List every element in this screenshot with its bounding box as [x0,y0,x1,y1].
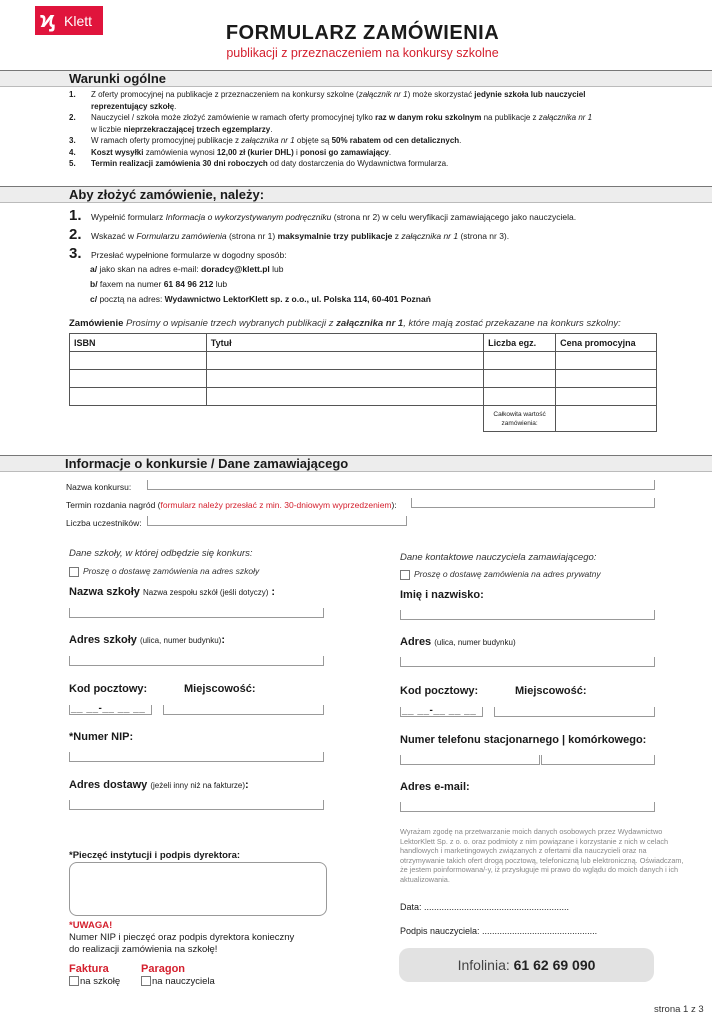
infolinia-box [399,948,654,982]
adres-dostawy-field[interactable] [69,800,324,810]
termin-label: Termin rozdania nagród (formularz należy przesłać z min. 30-dniowym wyprzedzeniem): [66,500,397,510]
adres-szkoly-field[interactable] [69,656,324,666]
step-3: 3. Przesłać wypełnione formularze w dogodny sposób: [69,245,287,262]
nauczyciel-intro: Dane kontaktowe nauczyciela zamawiającego: [400,552,597,563]
option-email: a/ jako skan na adres e-mail: doradcy@klett.pl lub [90,264,284,274]
adres-szkoly-label: Adres szkoły (ulica, numer budynku): [69,634,225,646]
table-header-row [70,334,657,352]
nauczyciel-delivery-checkbox[interactable] [400,570,410,580]
uwaga-title: *UWAGA! [69,920,113,931]
table-row[interactable] [70,370,657,388]
total-label: Całkowita wartość zamówienia: [484,406,556,432]
page-title: FORMULARZ ZAMÓWIENIA [225,22,500,44]
faktura-label: Faktura [69,963,109,975]
kod-nauczyciela-field[interactable]: __ __-__ __ __ [402,705,477,716]
pieczec-label: *Pieczęć instytucji i podpis dyrektora: [69,850,241,861]
nip-field[interactable] [69,752,324,762]
nazwa-szkoly-label: Nazwa szkoły Nazwa zespołu szkół (jeśli dotyczy) : [69,586,276,598]
page-number: strona 1 z 3 [654,1004,704,1015]
paragon-label: Paragon [141,963,186,975]
page-subtitle: publikacji z przeznaczeniem na konkursy szkolne [226,46,499,60]
table-row[interactable] [70,352,657,370]
szkola-delivery-option[interactable]: Proszę o dostawę zamówienia na adres szkoły [69,566,259,577]
szkola-intro: Dane szkoły, w której odbędzie się konkurs: [69,548,253,559]
szkola-delivery-checkbox[interactable] [69,567,79,577]
infolinia-label: Infolinia: [457,957,510,973]
step-2: 2. Wskazać w Formularzu zamówienia (strona nr 1) maksymalnie trzy publikacje z załącznika nr 1 (strona nr 3). [69,226,510,243]
kod-szkoly-label: Kod pocztowy: [69,683,148,695]
list-item: 1. Z oferty promocyjnej na publikacje z przeznaczeniem na konkursy szkolne (załącznik nr 1) może skorzystać jedynie szkoła lub nauczyciel reprezentujący szkołę. [69,90,586,111]
nip-label: *Numer NIP: [69,731,134,743]
table-row[interactable] [70,388,657,406]
adres-dostawy-label: Adres dostawy (jeżeli inny niż na fakturze): [69,779,249,791]
col-liczba: Liczba egz. [484,334,556,352]
option-post: c/ pocztą na adres: Wydawnictwo LektorKlett sp. z o.o., ul. Polska 114, 60-401 Poznań [90,294,431,304]
imie-nazwisko-field[interactable] [400,610,655,620]
stamp-signature-box[interactable] [69,862,327,916]
kod-szkoly-box[interactable] [69,705,152,715]
podpis-field[interactable]: Podpis nauczyciela: .............................................. [400,926,598,936]
section-heading-konkurs: Informacje o konkursie / Dane zamawiającego [0,455,712,472]
list-item: 5. Termin realizacji zamówienia 30 dni roboczych od daty dostarczenia do Wydawnictwa formularza. [69,159,449,168]
col-tytul: Tytuł [206,334,483,352]
infolinia-number: 61 62 69 090 [513,957,596,973]
col-isbn: ISBN [70,334,207,352]
kod-szkoly-field[interactable]: __ __-__ __ __ [71,703,146,714]
miejscowosc-szkoly-label: Miejscowość: [184,683,256,695]
telefon-label: Numer telefonu stacjonarnego | komórkowego: [400,734,647,746]
email-label: Adres e-mail: [400,781,470,793]
section-heading-warunki: Warunki ogólne [0,70,712,87]
list-item: 3. W ramach oferty promocyjnej publikacje z załącznika nr 1 objęte są 50% rabatem od cen detalicznych. [69,136,462,145]
faktura-checkbox[interactable] [69,976,79,986]
nauczyciel-delivery-option[interactable]: Proszę o dostawę zamówienia na adres prywatny [400,569,601,580]
adres-nauczyciela-field[interactable] [400,657,655,667]
total-row [70,406,657,432]
data-field[interactable]: Data: .......................................................... [400,902,570,912]
paragon-checkbox[interactable] [141,976,151,986]
miejscowosc-szkoly-field[interactable] [163,705,324,715]
adres-nauczyciela-label: Adres (ulica, numer budynku) [400,636,516,648]
total-value-field[interactable] [556,406,657,432]
miejscowosc-nauczyciela-label: Miejscowość: [515,685,587,697]
imie-nazwisko-label: Imię i nazwisko: [400,589,484,601]
nazwa-konkursu-field[interactable] [147,480,655,490]
nazwa-szkoly-field[interactable] [69,608,324,618]
section-heading-kroki: Aby złożyć zamówienie, należy: [0,186,712,203]
warunki-list [69,89,649,170]
consent-text: Wyrażam zgodę na przetwarzanie moich danych osobowych przez Wydawnictwo LektorKlett Sp. z o. o. oraz podmioty z nim powiązane i korzystanie z nich w celach handlowych i marketingowych związanych z ofertami dla nauczycieli oraz na otrzymywanie takich ofert drogą pocztową, telefoniczną lub elektroniczną. Oświadczam, że jestem poinformowana/-y, iż przysługuje mi prawo do wglądu do moich danych i ich aktualizowania. [400,827,684,884]
uwaga-text: Numer NIP i pieczęć oraz podpis dyrektora konieczny do realizacji zamówienia na szkołę! [69,932,295,955]
list-item: 2. Nauczyciel / szkoła może złożyć zamówienie w ramach oferty promocyjnej tylko raz w danym roku szkolnym na publikacje z załącznika nr 1 w liczbie nieprzekraczającej trzech egzemplarzy. [69,113,593,134]
nazwa-konkursu-label: Nazwa konkursu: [66,482,132,492]
logo-text: Klett [64,13,93,29]
paragon-option[interactable]: na nauczyciela [141,976,215,987]
zamowienie-label: Zamówienie Prosimy o wpisanie trzech wybranych publikacji z załącznika nr 1, które mają zostać przekazane na konkurs szkolny: [69,318,621,329]
kod-nauczyciela-box[interactable] [400,707,483,717]
faktura-option[interactable]: na szkołę [69,976,120,987]
miejscowosc-nauczyciela-field[interactable] [494,707,655,717]
list-item: 4. Koszt wysyłki zamówienia wynosi 12,00 zł (kurier DHL) i ponosi go zamawiający. [69,147,392,157]
telefon-stacjonarny-field[interactable] [400,755,540,765]
order-table [69,333,657,432]
col-cena: Cena promocyjna [556,334,657,352]
liczba-uczestnikow-label: Liczba uczestników: [66,518,142,528]
email-field[interactable] [400,802,655,812]
kod-nauczyciela-label: Kod pocztowy: [400,685,479,697]
step-1: 1. Wypełnić formularz Informacja o wykorzystywanym podręczniku (strona nr 2) w celu weryfikacji zamawiającego jako nauczyciela. [69,207,577,224]
klett-logo-mark-icon: ϗ [40,7,52,32]
telefon-komorkowy-field[interactable] [541,755,655,765]
liczba-uczestnikow-field[interactable] [147,516,407,526]
option-fax: b/ faxem na numer 61 84 96 212 lub [90,279,228,289]
termin-field[interactable] [411,498,655,508]
